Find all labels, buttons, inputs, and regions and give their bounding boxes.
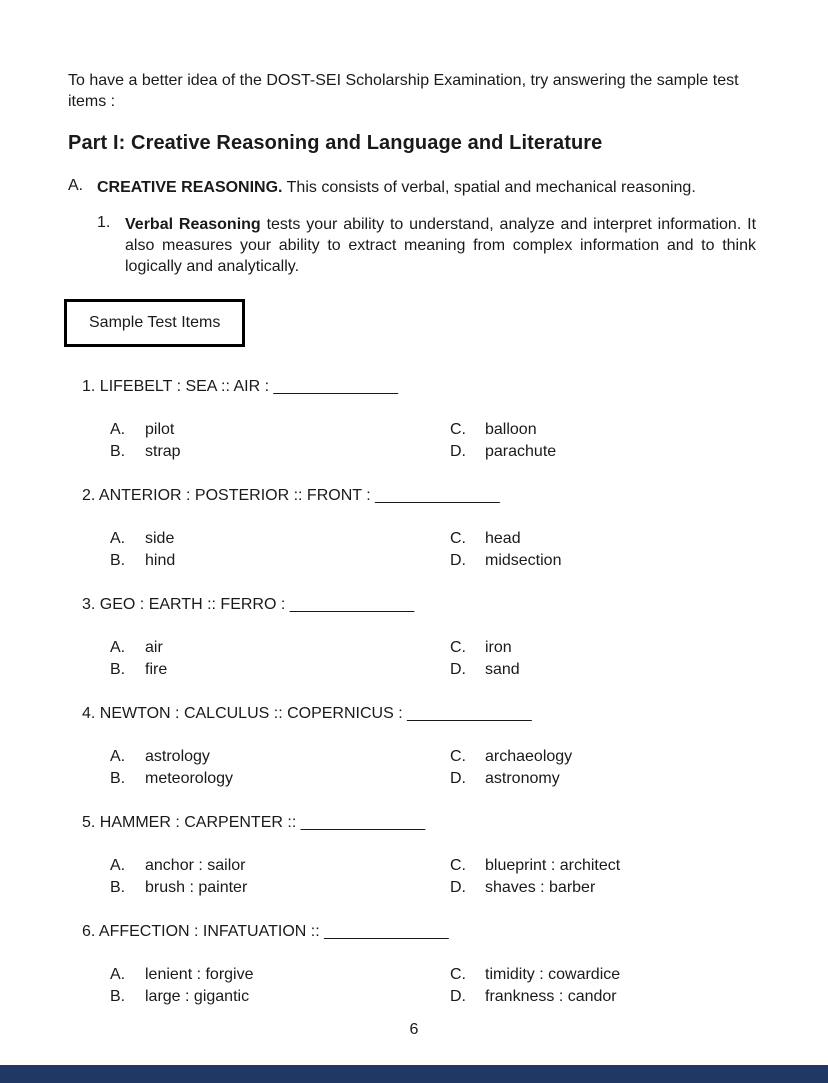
- item-label: 1.: [97, 214, 111, 231]
- choice-b: [110, 986, 450, 1007]
- choice-letter: C.: [450, 639, 466, 656]
- question-text: NEWTON : CALCULUS :: COPERNICUS : ______________: [99, 705, 532, 722]
- choice-letter: C.: [450, 421, 466, 438]
- sample-test-items-label: Sample Test Items: [89, 314, 221, 331]
- choice-text: astrology: [145, 748, 210, 765]
- page-number: 6: [409, 1021, 419, 1038]
- section-body: [97, 177, 756, 198]
- question-block: [82, 486, 756, 571]
- choice-text: meteorology: [145, 770, 234, 787]
- choice-d: [450, 768, 756, 789]
- choice-a: [110, 746, 450, 767]
- question-number: 4.: [82, 705, 96, 722]
- choices-grid: [110, 528, 756, 571]
- question-stem: [82, 377, 756, 396]
- footer-bar: [0, 1065, 828, 1083]
- question-number: 3.: [82, 596, 96, 613]
- choice-b: [110, 768, 450, 789]
- question-block: [82, 813, 756, 898]
- choice-text: sand: [485, 661, 520, 678]
- choice-text: midsection: [485, 552, 562, 569]
- choices-grid: [110, 746, 756, 789]
- section-label: A.: [68, 177, 84, 194]
- choice-text: fire: [145, 661, 168, 678]
- choice-text: shaves : barber: [485, 879, 596, 896]
- question-text: GEO : EARTH :: FERRO : ______________: [99, 596, 415, 613]
- choice-text: balloon: [485, 421, 537, 438]
- section-title: CREATIVE REASONING.: [97, 179, 283, 196]
- choice-letter: D.: [450, 443, 466, 460]
- question-block: [82, 377, 756, 462]
- question-text: HAMMER : CARPENTER :: ______________: [99, 814, 426, 831]
- choice-d: [450, 877, 756, 898]
- question-stem: [82, 595, 756, 614]
- choices-grid: [110, 964, 756, 1007]
- choice-a: [110, 637, 450, 658]
- choice-a: [110, 964, 450, 985]
- choice-text: head: [485, 530, 521, 547]
- choices-grid: [110, 855, 756, 898]
- sample-test-items-box: [64, 299, 245, 347]
- choice-letter: B.: [110, 443, 126, 460]
- choice-letter: D.: [450, 661, 466, 678]
- question-text: AFFECTION : INFATUATION :: ______________: [98, 923, 449, 940]
- choice-a: [110, 419, 450, 440]
- section-creative-reasoning: [68, 177, 756, 198]
- choice-text: blueprint : architect: [485, 857, 621, 874]
- question-stem: [82, 704, 756, 723]
- choice-letter: A.: [110, 530, 126, 547]
- choice-letter: C.: [450, 966, 466, 983]
- choice-d: [450, 441, 756, 462]
- choice-a: [110, 528, 450, 549]
- choice-b: [110, 877, 450, 898]
- choice-c: [450, 419, 756, 440]
- choice-letter: A.: [110, 421, 126, 438]
- choice-letter: A.: [110, 748, 126, 765]
- intro-paragraph: To have a better idea of the DOST-SEI Scholarship Examination, try answering the sample test items :: [68, 72, 739, 110]
- choice-letter: B.: [110, 879, 126, 896]
- choice-text: hind: [145, 552, 176, 569]
- choices-grid: [110, 419, 756, 462]
- choice-b: [110, 550, 450, 571]
- choice-letter: D.: [450, 988, 466, 1005]
- choice-b: [110, 441, 450, 462]
- choice-letter: C.: [450, 748, 466, 765]
- choice-text: lenient : forgive: [145, 966, 254, 983]
- choice-c: [450, 746, 756, 767]
- choice-letter: B.: [110, 770, 126, 787]
- choice-text: air: [145, 639, 163, 656]
- choice-text: timidity : cowardice: [485, 966, 621, 983]
- choice-letter: B.: [110, 552, 126, 569]
- question-number: 6.: [82, 923, 96, 940]
- questions-list: [68, 377, 756, 1007]
- choice-letter: A.: [110, 639, 126, 656]
- question-stem: [82, 922, 756, 941]
- item-verbal-reasoning: [97, 214, 756, 277]
- choice-letter: B.: [110, 988, 126, 1005]
- question-number: 5.: [82, 814, 96, 831]
- choice-text: parachute: [485, 443, 557, 460]
- choice-text: strap: [145, 443, 181, 460]
- choice-text: iron: [485, 639, 512, 656]
- choice-a: [110, 855, 450, 876]
- item-text: tests your ability to understand, analyze and interpret information. It also measures your ability to extract meaning from complex information and to think logically and analytically.: [125, 216, 757, 275]
- item-title: Verbal Reasoning: [125, 216, 261, 233]
- question-block: [82, 922, 756, 1007]
- choice-c: [450, 964, 756, 985]
- choice-c: [450, 855, 756, 876]
- question-stem: [82, 813, 756, 832]
- choice-text: side: [145, 530, 175, 547]
- choice-text: astronomy: [485, 770, 560, 787]
- choice-letter: A.: [110, 857, 126, 874]
- section-text: This consists of verbal, spatial and mechanical reasoning.: [286, 179, 696, 196]
- question-block: [82, 704, 756, 789]
- choice-letter: D.: [450, 552, 466, 569]
- choice-text: large : gigantic: [145, 988, 250, 1005]
- item-body: [125, 214, 756, 277]
- choice-c: [450, 637, 756, 658]
- choice-d: [450, 550, 756, 571]
- choices-grid: [110, 637, 756, 680]
- choice-letter: C.: [450, 530, 466, 547]
- choice-letter: C.: [450, 857, 466, 874]
- choice-b: [110, 659, 450, 680]
- question-block: [82, 595, 756, 680]
- question-number: 1.: [82, 378, 96, 395]
- choice-letter: D.: [450, 770, 466, 787]
- choice-text: anchor : sailor: [145, 857, 246, 874]
- choice-text: archaeology: [485, 748, 573, 765]
- question-text: LIFEBELT : SEA :: AIR : ______________: [99, 378, 399, 395]
- choice-letter: D.: [450, 879, 466, 896]
- part-heading: Part I: Creative Reasoning and Language and Literature: [68, 132, 603, 154]
- choice-text: frankness : candor: [485, 988, 617, 1005]
- choice-text: pilot: [145, 421, 175, 438]
- question-stem: [82, 486, 756, 505]
- choice-d: [450, 986, 756, 1007]
- choice-d: [450, 659, 756, 680]
- choice-text: brush : painter: [145, 879, 248, 896]
- choice-c: [450, 528, 756, 549]
- choice-letter: B.: [110, 661, 126, 678]
- question-number: 2.: [82, 487, 96, 504]
- question-text: ANTERIOR : POSTERIOR :: FRONT : ______________: [98, 487, 500, 504]
- choice-letter: A.: [110, 966, 126, 983]
